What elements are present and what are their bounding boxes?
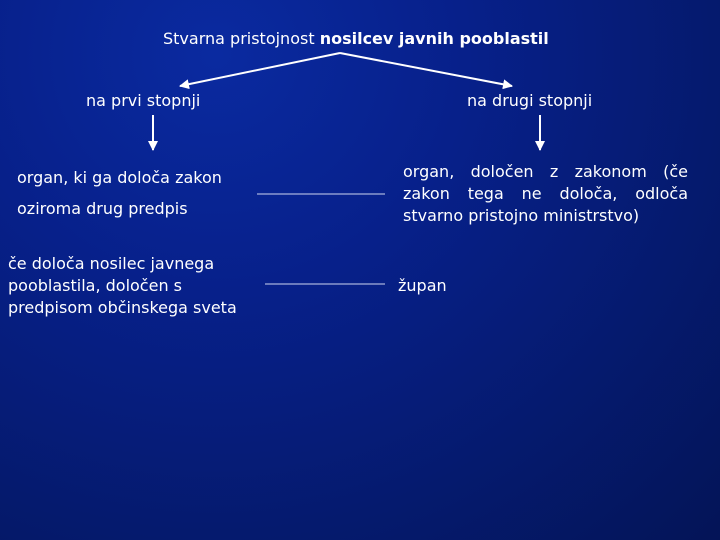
title-prefix: Stvarna pristojnost [163, 29, 320, 48]
right-item-1: organ, določen z zakonom (če zakon tega ne določa, odloča stvarno pristojno ministrstvo) [403, 162, 688, 225]
right-branch-heading: na drugi stopnji [467, 91, 593, 110]
left-item-2: oziroma drug predpis [17, 199, 188, 218]
left-item-1: organ, ki ga določa zakon [17, 168, 222, 187]
title-bold: nosilcev javnih pooblastil [319, 29, 549, 48]
arrow-to-right-branch [340, 53, 512, 86]
left-item-3: če določa nosilec javnega pooblastila, določen s predpisom občinskega sveta [8, 254, 237, 317]
left-branch-heading: na prvi stopnji [86, 91, 201, 110]
diagram-title [163, 28, 549, 50]
arrow-to-left-branch [180, 53, 340, 86]
right-item-2: župan [398, 276, 447, 295]
